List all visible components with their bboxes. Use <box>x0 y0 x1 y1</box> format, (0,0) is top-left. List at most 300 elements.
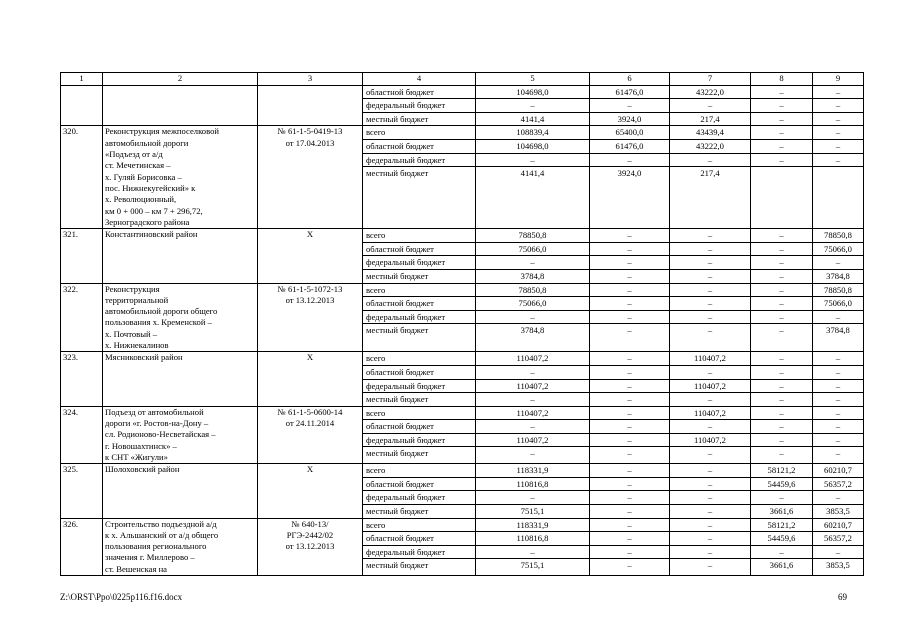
object-name-line: к х. Альшанский от а/д общего <box>105 529 219 540</box>
value-cell <box>590 352 670 406</box>
value-cell <box>670 464 751 518</box>
value-cell <box>476 518 590 575</box>
amount-value: – <box>670 242 750 256</box>
row-number-cell <box>61 464 103 518</box>
reference-cell <box>258 85 363 126</box>
amount-value: – <box>670 269 750 283</box>
funding-source-label: федеральный бюджет <box>363 153 475 167</box>
header-cell: 4 <box>363 73 476 86</box>
value-cell <box>590 464 670 518</box>
funding-source-label: федеральный бюджет <box>363 310 475 324</box>
amount-value: – <box>670 98 750 112</box>
value-cell <box>813 464 864 518</box>
funding-source-label: всего <box>366 230 386 241</box>
funding-source-label: всего <box>366 407 386 418</box>
funding-source-label: всего <box>366 127 386 138</box>
amount-value: 118331,9 <box>516 465 549 476</box>
amount-value: – <box>835 407 841 418</box>
amount-value: – <box>707 519 713 530</box>
object-name-line: «Подъезд от а/д <box>105 149 163 160</box>
amount-value: – <box>813 153 863 167</box>
value-cell <box>590 85 670 126</box>
header-cell: 9 <box>813 73 864 86</box>
object-name-line: х. Гуляй Борисовка – <box>105 171 182 182</box>
funding-source-label: местный бюджет <box>363 166 475 180</box>
amount-value: 43222,0 <box>670 139 750 153</box>
funding-source-label: местный бюджет <box>363 558 475 572</box>
object-name-line: х. Революционный, <box>105 194 177 205</box>
object-name-line: значения г. Миллерово – <box>105 552 195 563</box>
object-name-line: х. Почтовый – <box>105 328 158 339</box>
funding-source-label: федеральный бюджет <box>363 490 475 504</box>
amount-value: 104698,0 <box>516 86 549 97</box>
funding-source-label: всего <box>366 284 386 295</box>
amount-value: 110816,8 <box>476 477 589 491</box>
funding-source-cell <box>363 126 476 229</box>
value-cell <box>476 126 590 229</box>
value-cell <box>590 126 670 229</box>
amount-value: 217,4 <box>670 112 750 126</box>
value-cell <box>813 126 864 229</box>
page-number: 69 <box>838 592 847 602</box>
object-name-line: Подъезд от автомобильной <box>105 406 204 417</box>
amount-value: 3661,6 <box>751 558 812 572</box>
amount-value: – <box>670 392 750 406</box>
amount-value: – <box>590 392 669 406</box>
value-cell <box>670 352 751 406</box>
amount-value: – <box>476 98 589 112</box>
object-name-line: территориальной <box>105 294 169 305</box>
amount-value: 78850,8 <box>824 284 852 295</box>
amount-value: 217,4 <box>670 166 750 180</box>
reference-cell <box>258 126 363 229</box>
amount-value: – <box>813 545 863 559</box>
value-cell <box>751 352 813 406</box>
amount-value: 54459,6 <box>751 531 812 545</box>
amount-value: – <box>813 310 863 324</box>
amount-value: – <box>751 365 812 379</box>
object-name-line: Реконструкция межпоселковой <box>105 126 219 137</box>
amount-value: – <box>813 98 863 112</box>
row-number-cell <box>61 126 103 229</box>
funding-source-cell <box>363 283 476 352</box>
amount-value: – <box>590 242 669 256</box>
reference-line: от 13.12.2013 <box>285 541 335 552</box>
object-name-cell <box>103 406 258 463</box>
amount-value: 56357,2 <box>813 477 863 491</box>
amount-value: 43439,4 <box>696 127 724 138</box>
table-row <box>61 464 864 518</box>
value-cell <box>590 229 670 283</box>
budget-table <box>60 72 864 576</box>
table-row <box>61 229 864 283</box>
reference-cell <box>258 464 363 518</box>
object-name-line: пос. Нижнекугейский» к <box>105 182 196 193</box>
amount-value: – <box>476 490 589 504</box>
value-cell <box>476 352 590 406</box>
amount-value: – <box>590 419 669 433</box>
amount-value: – <box>813 392 863 406</box>
funding-source-label: федеральный бюджет <box>363 98 475 112</box>
amount-value: – <box>835 353 841 364</box>
amount-value: – <box>590 446 669 460</box>
amount-value: 110407,2 <box>670 379 750 393</box>
amount-value: – <box>590 490 669 504</box>
header-cell: 1 <box>61 73 103 86</box>
amount-value: – <box>627 465 632 476</box>
funding-source-label: областной бюджет <box>363 242 475 256</box>
amount-value: 3924,0 <box>590 166 669 180</box>
funding-source-cell <box>363 518 476 575</box>
object-name-cell <box>103 464 258 518</box>
amount-value: 56357,2 <box>813 531 863 545</box>
object-name-line: автомобильной дороги общего <box>105 306 218 317</box>
amount-value: 110407,2 <box>476 433 589 447</box>
funding-source-label: федеральный бюджет <box>363 255 475 269</box>
reference-line: от 13.12.2013 <box>285 294 335 305</box>
amount-value: – <box>590 255 669 269</box>
amount-value: – <box>751 310 812 324</box>
value-cell <box>813 85 864 126</box>
amount-value: – <box>751 153 812 167</box>
funding-source-label: местный бюджет <box>363 323 475 337</box>
amount-value: – <box>813 433 863 447</box>
amount-value: – <box>751 242 812 256</box>
amount-value: – <box>590 323 669 337</box>
reference-cell <box>258 229 363 283</box>
amount-value: 3784,8 <box>476 323 589 337</box>
object-name-line: ст. Мечетинская – <box>105 160 171 171</box>
amount-value: – <box>476 446 589 460</box>
object-name-line: дороги «г. Ростов-на-Дону – <box>105 417 209 428</box>
amount-value: – <box>779 127 784 138</box>
amount-value: 78850,8 <box>518 284 547 295</box>
amount-value: – <box>476 310 589 324</box>
header-cell: 5 <box>476 73 590 86</box>
amount-value: 43222,0 <box>696 86 724 97</box>
funding-source-label: местный бюджет <box>363 112 475 126</box>
value-cell <box>813 229 864 283</box>
value-cell <box>476 229 590 283</box>
amount-value: – <box>590 558 669 572</box>
object-name-line: пользования регионального <box>105 541 207 552</box>
amount-value: – <box>670 365 750 379</box>
object-name-line: г. Новошахтинск» – <box>105 440 177 451</box>
amount-value: 3784,8 <box>476 269 589 283</box>
amount-value: – <box>751 269 812 283</box>
header-cell: 8 <box>751 73 813 86</box>
amount-value: – <box>590 296 669 310</box>
row-number-cell <box>61 518 103 575</box>
amount-value: – <box>476 419 589 433</box>
value-cell <box>670 126 751 229</box>
funding-source-cell <box>363 85 476 126</box>
value-cell <box>590 518 670 575</box>
amount-value: 61476,0 <box>590 139 669 153</box>
table-row <box>61 518 864 575</box>
header-cell: 3 <box>258 73 363 86</box>
amount-value: – <box>813 365 863 379</box>
amount-value: – <box>670 477 750 491</box>
footer-file-path: Z:\ORST\Ppo\0225p116.f16.docx <box>60 592 183 602</box>
funding-source-label: всего <box>366 465 386 476</box>
amount-value: – <box>779 230 784 241</box>
value-cell <box>751 229 813 283</box>
funding-source-cell <box>363 406 476 463</box>
amount-value: – <box>779 86 784 97</box>
amount-value: – <box>813 139 863 153</box>
row-number: 321. <box>63 229 79 240</box>
reference-line: № 61-1-5-0600-14 <box>277 406 343 417</box>
object-name-line: Шолоховский район <box>105 464 180 475</box>
amount-value: – <box>670 255 750 269</box>
value-cell <box>813 518 864 575</box>
funding-source-label: местный бюджет <box>363 446 475 460</box>
object-name-cell <box>103 126 258 229</box>
value-cell <box>751 518 813 575</box>
amount-value: – <box>627 284 632 295</box>
table-row <box>61 85 864 126</box>
amount-value: 60210,7 <box>824 465 852 476</box>
value-cell <box>751 406 813 463</box>
amount-value: – <box>813 255 863 269</box>
reference-line: № 640-13/ <box>291 518 329 529</box>
funding-source-cell <box>363 229 476 283</box>
amount-value: 75066,0 <box>476 242 589 256</box>
funding-source-label: всего <box>366 519 386 530</box>
amount-value: – <box>476 255 589 269</box>
amount-value: – <box>779 353 784 364</box>
reference-line: № 61-1-5-1072-13 <box>277 283 343 294</box>
object-name-line: автомобильной дороги <box>105 137 189 148</box>
amount-value: – <box>707 284 713 295</box>
value-cell <box>476 283 590 352</box>
header-cell: 6 <box>590 73 670 86</box>
amount-value: – <box>813 419 863 433</box>
amount-value: 3784,8 <box>813 323 863 337</box>
amount-value: – <box>627 519 632 530</box>
reference-cell <box>258 406 363 463</box>
object-name-cell <box>103 283 258 352</box>
amount-value: – <box>751 433 812 447</box>
funding-source-label: областной бюджет <box>363 477 475 491</box>
amount-value: 75066,0 <box>476 296 589 310</box>
amount-value: 104698,0 <box>476 139 589 153</box>
amount-value: 3784,8 <box>813 269 863 283</box>
funding-source-label: местный бюджет <box>363 392 475 406</box>
amount-value: – <box>476 392 589 406</box>
amount-value: – <box>590 477 669 491</box>
funding-source-label: областной бюджет <box>366 86 434 97</box>
amount-value: – <box>751 296 812 310</box>
value-cell <box>813 406 864 463</box>
reference-line: от 17.04.2013 <box>285 137 335 148</box>
funding-source-label: местный бюджет <box>363 504 475 518</box>
amount-value: 58121,2 <box>767 465 796 476</box>
amount-value: – <box>590 98 669 112</box>
header-cell: 7 <box>670 73 751 86</box>
reference-cell <box>258 352 363 406</box>
row-number: 322. <box>63 283 79 294</box>
object-name-line: к СНТ «Жигули» <box>105 451 168 462</box>
amount-value: 110407,2 <box>694 407 726 418</box>
amount-value: – <box>751 379 812 393</box>
object-name-line: Строительство подъездной а/д <box>105 518 217 529</box>
value-cell <box>476 464 590 518</box>
amount-value: – <box>813 379 863 393</box>
row-number-cell <box>61 352 103 406</box>
funding-source-cell <box>363 352 476 406</box>
object-name-cell <box>103 518 258 575</box>
value-cell <box>590 406 670 463</box>
value-cell <box>590 283 670 352</box>
value-cell <box>751 126 813 229</box>
object-name-line: Мясниковский район <box>105 352 183 363</box>
amount-value: – <box>670 545 750 559</box>
reference-line: РГЭ-2442/02 <box>286 529 334 540</box>
row-number: 326. <box>63 518 79 529</box>
amount-value: 3924,0 <box>590 112 669 126</box>
amount-value: – <box>590 433 669 447</box>
value-cell <box>751 85 813 126</box>
amount-value: 75066,0 <box>813 242 863 256</box>
amount-value: – <box>670 558 750 572</box>
amount-value <box>751 166 812 180</box>
header-cell: 2 <box>103 73 258 86</box>
amount-value: – <box>590 365 669 379</box>
table-row <box>61 283 864 352</box>
table-row <box>61 126 864 229</box>
row-number: 324. <box>63 406 79 417</box>
amount-value: 78850,8 <box>824 230 852 241</box>
amount-value: – <box>670 323 750 337</box>
amount-value: – <box>590 269 669 283</box>
amount-value: 110407,2 <box>516 353 549 364</box>
value-cell <box>476 406 590 463</box>
amount-value: – <box>813 446 863 460</box>
row-number: 320. <box>63 126 79 137</box>
reference-line: Х <box>306 352 314 363</box>
amount-value: 110407,2 <box>476 379 589 393</box>
funding-source-label: местный бюджет <box>363 269 475 283</box>
row-number-cell <box>61 85 103 126</box>
amount-value: – <box>670 310 750 324</box>
amount-value: 7515,1 <box>476 558 589 572</box>
amount-value: 3853,5 <box>813 558 863 572</box>
funding-source-label: всего <box>366 353 386 364</box>
amount-value: – <box>751 112 812 126</box>
value-cell <box>670 518 751 575</box>
amount-value: – <box>779 407 784 418</box>
row-number-cell <box>61 406 103 463</box>
amount-value: 4141,4 <box>476 166 589 180</box>
amount-value: – <box>590 379 669 393</box>
funding-source-label: областной бюджет <box>363 139 475 153</box>
amount-value: – <box>813 112 863 126</box>
amount-value: 54459,6 <box>751 477 812 491</box>
amount-value: – <box>751 392 812 406</box>
amount-value: – <box>707 465 713 476</box>
amount-value: 110816,8 <box>476 531 589 545</box>
amount-value: – <box>627 353 632 364</box>
reference-line: Х <box>306 464 314 475</box>
object-name-line: Зерноградского района <box>105 216 190 227</box>
amount-value: – <box>670 504 750 518</box>
amount-value: – <box>751 419 812 433</box>
amount-value: – <box>476 545 589 559</box>
amount-value: 65400,0 <box>615 127 644 138</box>
amount-value: – <box>751 139 812 153</box>
object-name-line: сл. Родионово-Несветайская – <box>105 429 216 440</box>
amount-value <box>813 166 863 180</box>
amount-value: 110407,2 <box>516 407 549 418</box>
value-cell <box>813 352 864 406</box>
amount-value: – <box>590 545 669 559</box>
funding-source-cell <box>363 464 476 518</box>
reference-cell <box>258 518 363 575</box>
amount-value: 110407,2 <box>670 433 750 447</box>
amount-value: – <box>670 296 750 310</box>
object-name-line: Реконструкция <box>105 283 160 294</box>
amount-value: – <box>779 284 784 295</box>
amount-value: – <box>751 98 812 112</box>
amount-value: 108839,4 <box>516 127 549 138</box>
object-name-line: х. Нижнекалинов <box>105 340 169 351</box>
reference-line: № 61-1-5-0419-13 <box>277 126 343 137</box>
row-number-cell <box>61 283 103 352</box>
amount-value: 58121,2 <box>767 519 796 530</box>
amount-value: 75066,0 <box>813 296 863 310</box>
table-row <box>61 352 864 406</box>
amount-value: – <box>590 153 669 167</box>
amount-value: – <box>627 407 632 418</box>
funding-source-label: областной бюджет <box>363 365 475 379</box>
amount-value: – <box>835 127 841 138</box>
value-cell <box>751 464 813 518</box>
object-name-line: Константиновский район <box>105 229 198 240</box>
row-number: 323. <box>63 352 79 363</box>
reference-cell <box>258 283 363 352</box>
funding-source-label: федеральный бюджет <box>363 433 475 447</box>
amount-value: – <box>627 230 632 241</box>
value-cell <box>670 283 751 352</box>
amount-value: 61476,0 <box>615 86 644 97</box>
amount-value: – <box>476 365 589 379</box>
amount-value: – <box>670 531 750 545</box>
object-name-cell <box>103 85 258 126</box>
amount-value: – <box>751 323 812 337</box>
amount-value: – <box>670 490 750 504</box>
amount-value: 110407,2 <box>694 353 726 364</box>
funding-source-label: областной бюджет <box>363 296 475 310</box>
value-cell <box>670 406 751 463</box>
amount-value: – <box>751 545 812 559</box>
amount-value: – <box>590 310 669 324</box>
header-row <box>61 73 864 86</box>
amount-value: – <box>751 446 812 460</box>
amount-value: – <box>670 419 750 433</box>
funding-source-label: федеральный бюджет <box>363 379 475 393</box>
row-number: 325. <box>63 464 79 475</box>
amount-value: 60210,7 <box>824 519 852 530</box>
amount-value: – <box>751 490 812 504</box>
funding-source-label: областной бюджет <box>363 531 475 545</box>
value-cell <box>751 283 813 352</box>
amount-value: – <box>590 504 669 518</box>
funding-source-label: федеральный бюджет <box>363 545 475 559</box>
row-number-cell <box>61 229 103 283</box>
object-name-line: ст. Вешенская на <box>105 563 167 574</box>
